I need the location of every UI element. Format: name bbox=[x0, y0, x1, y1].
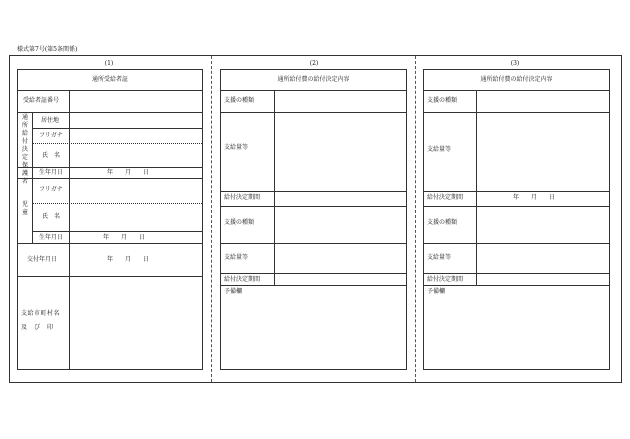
panel-2-amount-1-label: 支給量等 bbox=[224, 144, 249, 151]
panel-3-amount-2-label: 支給量等 bbox=[427, 254, 452, 261]
panel-3-benefit-decision bbox=[423, 69, 610, 370]
panel-1-recipient-certificate bbox=[17, 69, 203, 370]
panel-3-amount-1-label: 支給量等 bbox=[427, 146, 452, 153]
recipient-number-label: 受給者証番号 bbox=[23, 97, 60, 104]
guardian-group-label: 通所給付決定保護者 bbox=[21, 114, 28, 185]
municipality-label-line2: 及 び 印 bbox=[21, 324, 54, 331]
panel-2-support-type-2-label: 支援の種類 bbox=[224, 219, 255, 226]
panel-3-period-1-placeholder: 年 月 日 bbox=[513, 194, 556, 201]
panel-2-benefit-decision bbox=[220, 69, 407, 370]
child-group-label: 児童 bbox=[21, 201, 28, 216]
guardian-name-label: 氏 名 bbox=[42, 152, 61, 159]
child-name-label: 氏 名 bbox=[42, 213, 61, 220]
panel-2-amount-2-label: 支給量等 bbox=[224, 254, 249, 261]
panel-2-number: (2) bbox=[309, 60, 319, 67]
panel-3-support-type-2-label: 支援の種類 bbox=[427, 219, 458, 226]
panel-2-support-type-1-label: 支援の種類 bbox=[224, 97, 255, 104]
panel-3-title: 通所給付費の給付決定内容 bbox=[480, 76, 553, 83]
panel-3-number: (3) bbox=[510, 60, 520, 67]
guardian-birthdate-label: 生年月日 bbox=[39, 169, 64, 176]
fold-line-left bbox=[211, 56, 212, 382]
child-birthdate-placeholder: 年 月 日 bbox=[103, 234, 146, 241]
child-furigana-label: フリガナ bbox=[39, 186, 63, 193]
panel-3-period-2-label: 給付決定期間 bbox=[427, 276, 464, 283]
fold-line-right bbox=[415, 56, 416, 382]
panel-1-title: 通所受給者証 bbox=[91, 76, 128, 83]
guardian-birthdate-placeholder: 年 月 日 bbox=[107, 169, 150, 176]
child-birthdate-label: 生年月日 bbox=[39, 234, 64, 241]
panel-1-number: (1) bbox=[104, 60, 114, 67]
address-label: 居住地 bbox=[41, 117, 60, 124]
panel-2-period-1-label: 給付決定期間 bbox=[224, 194, 261, 201]
panel-3-period-1-label: 給付決定期間 bbox=[427, 194, 464, 201]
guardian-furigana-label: フリガナ bbox=[39, 132, 63, 139]
issue-date-placeholder: 年 月 日 bbox=[107, 256, 150, 263]
panel-2-period-2-label: 給付決定期間 bbox=[224, 276, 261, 283]
panel-3-support-type-1-label: 支援の種類 bbox=[427, 97, 458, 104]
panel-2-title: 通所給付費の給付決定内容 bbox=[277, 76, 350, 83]
municipality-label-line1: 支給市町村名 bbox=[21, 310, 61, 317]
form-number-label: 様式第7号(第5条関係) bbox=[17, 46, 78, 53]
panel-3-remarks-label: 予備欄 bbox=[427, 288, 446, 295]
issue-date-label: 交付年月日 bbox=[27, 256, 58, 263]
panel-2-remarks-label: 予備欄 bbox=[224, 288, 243, 295]
